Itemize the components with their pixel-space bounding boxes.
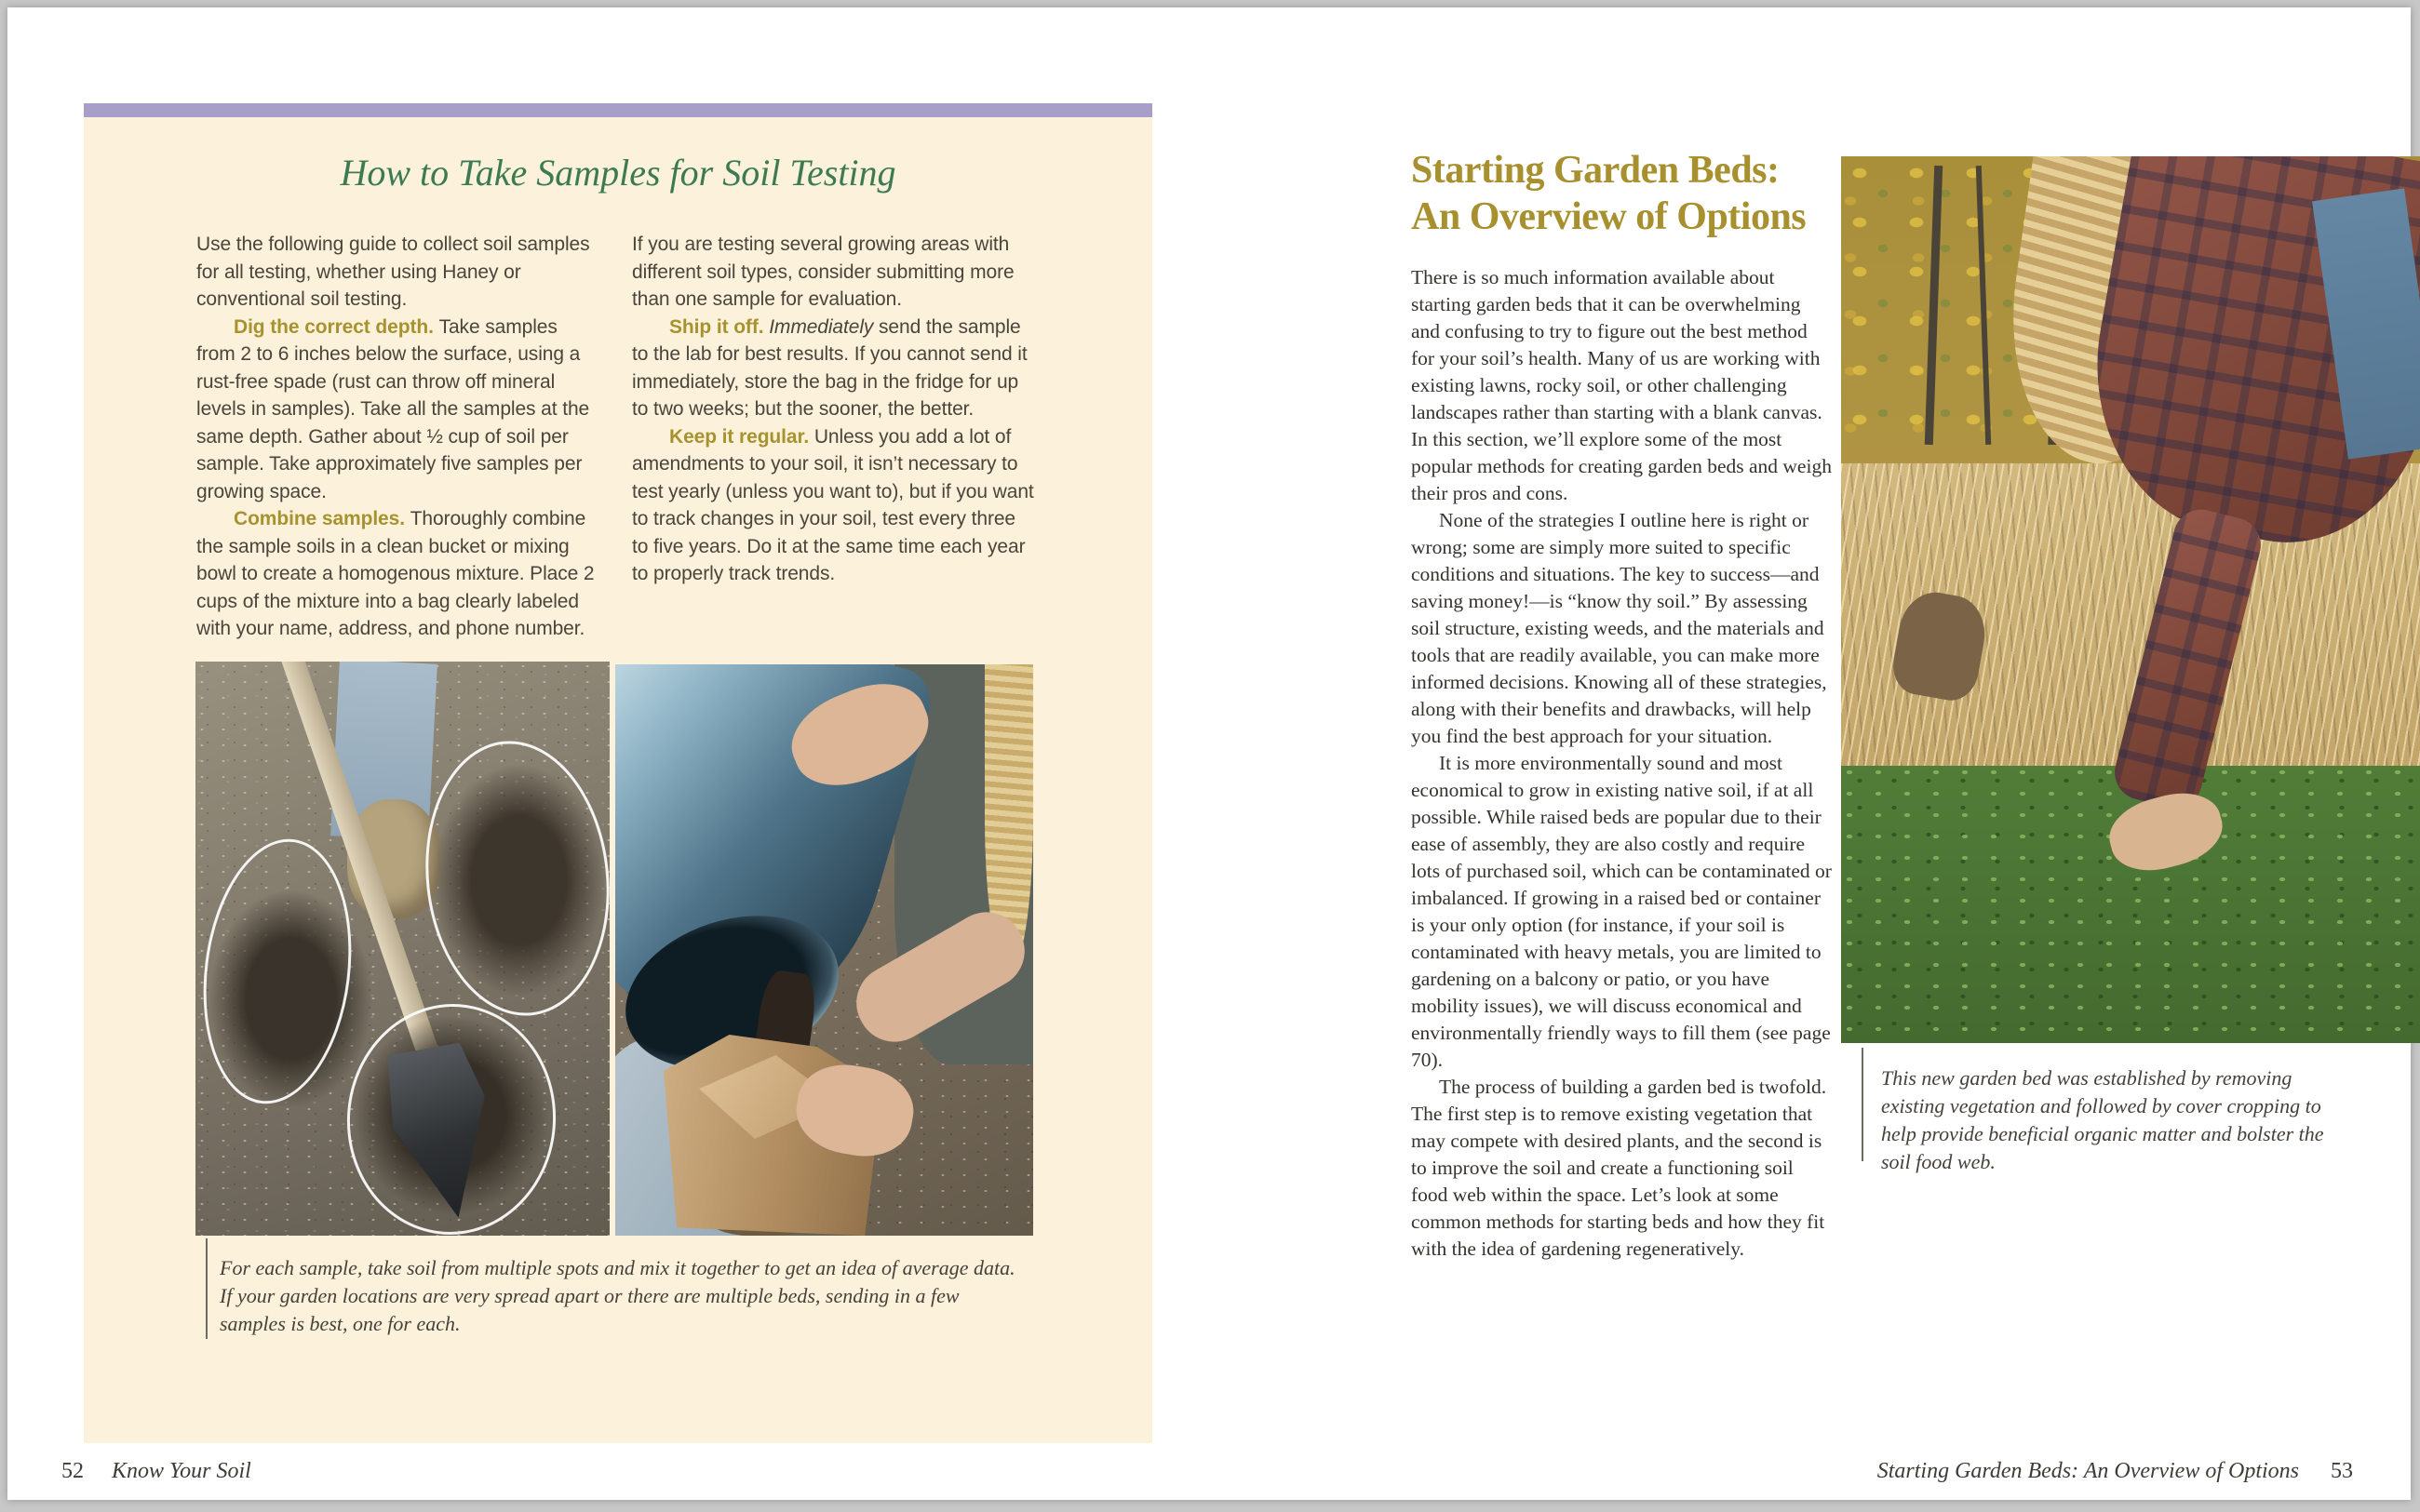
footer-page-number: 53	[2331, 1459, 2353, 1483]
section-heading	[1411, 147, 1849, 240]
right-caption-rule	[1862, 1048, 1863, 1161]
body-paragraph: There is so much information available about starting garden beds that it can be overwhelming and confusing to try to figure out the best method for your soil’s health. Many of us are working with existing lawns, rocky soil, or other challenging landscapes rather than starting with a blank canvas. In this section, we’ll explore some of the most popular methods for creating garden beds and weigh their pros and cons.	[1411, 266, 1832, 504]
footer-section-title: Know Your Soil	[112, 1459, 251, 1483]
soil-testing-panel	[84, 117, 1152, 1443]
left-photo-caption: For each sample, take soil from multiple spots and mix it together to get an idea of average data. If your garden locations are very spread apart or there are multiple beds, sending in a few samples is best, one for each.	[220, 1256, 1015, 1335]
body-paragraph: The process of building a garden bed is twofold. The first step is to remove existing vegetation that may compete with desired plants, and the second is to improve the soil and create a functioning soil food web within the space. Let’s look at some common methods for starting beds and how they fit with the idea of gardening regeneratively.	[1411, 1076, 1827, 1260]
left-caption-rule	[206, 1238, 208, 1339]
right-page-body	[1411, 264, 1832, 1263]
sample-circle-marker	[412, 732, 610, 1025]
section-heading-line: Starting Garden Beds:	[1411, 149, 1780, 192]
panel-title: How to Take Samples for Soil Testing	[340, 152, 896, 194]
panel-paragraph: Combine samples. Thoroughly combine the sample soils in a clean bucket or mixing bowl to create a homogenous mixture. Place 2 cups of the mixture into a bag clearly labeled with your name, address, and phone number. If you are testing several growing areas with different soil types, consider submitting more than one sample for evaluation.	[196, 234, 1015, 639]
panel-text-columns	[196, 231, 1036, 661]
body-paragraph: It is more environmentally sound and most economical to grow in existing native soil, if at all possible. While raised beds are popular due to their ease of assembly, they are also costly and require lots of purchased soil, which can be contaminated or imbalanced. If growing in a raised bed or container is your only option (for instance, if your soil is contaminated with heavy metals, you are limited to gardening on a balcony or patio, or you have mobility issues), we will discuss economical and environmentally friendly ways to fill them (see page 70).	[1411, 752, 1832, 1071]
section-heading-line: An Overview of Options	[1411, 195, 1807, 238]
panel-accent-bar	[84, 103, 1152, 117]
body-paragraph: None of the strategies I outline here is right or wrong; some are simply more suited to specific conditions and situations. The key to success—and saving money!—is “know thy soil.” By assessing soil structure, existing weeds, and the materials and tools that are readily available, you can make more informed decisions. Knowing all of these strategies, along with their benefits and drawbacks, will help you find the best approach for your situation.	[1411, 509, 1827, 747]
pouring-soil-photo	[615, 664, 1033, 1236]
book-spread	[7, 7, 2411, 1500]
panel-paragraph: Dig the correct depth. Take samples from 2 to 6 inches below the surface, using a rust-free spade (rust can throw off mineral levels in samples). Take all the samples at the same depth. Gather about ½ cup of soil per sample. Take approximately five samples per growing space.	[196, 315, 590, 502]
footer-section-title: Starting Garden Beds: An Overview of Options	[1876, 1459, 2299, 1483]
soil-sampling-photo	[195, 662, 610, 1236]
garden-bed-photo	[1841, 156, 2420, 1043]
panel-paragraph: Ship it off. Immediately send the sample to the lab for best results. If you cannot send it immediately, store the bag in the fridge for up to two weeks; but the sooner, the better.	[632, 315, 1028, 420]
right-footer	[1877, 1459, 2353, 1484]
left-footer	[61, 1459, 251, 1484]
panel-paragraph: Use the following guide to collect soil samples for all testing, whether using Haney or conventional soil testing.	[196, 234, 590, 310]
footer-page-number: 52	[61, 1459, 84, 1483]
sample-circle-marker	[340, 997, 564, 1236]
right-photo-caption: This new garden bed was established by removing existing vegetation and followed by cover cropping to help provide beneficial organic matter and bolster the soil food web.	[1881, 1066, 2324, 1173]
panel-paragraph: Keep it regular. Unless you add a lot of amendments to your soil, it isn’t necessary to test yearly (unless you want to), but if you want to track changes in your soil, test every three to five years. Do it at the same time each year to properly track trends.	[632, 425, 1034, 584]
